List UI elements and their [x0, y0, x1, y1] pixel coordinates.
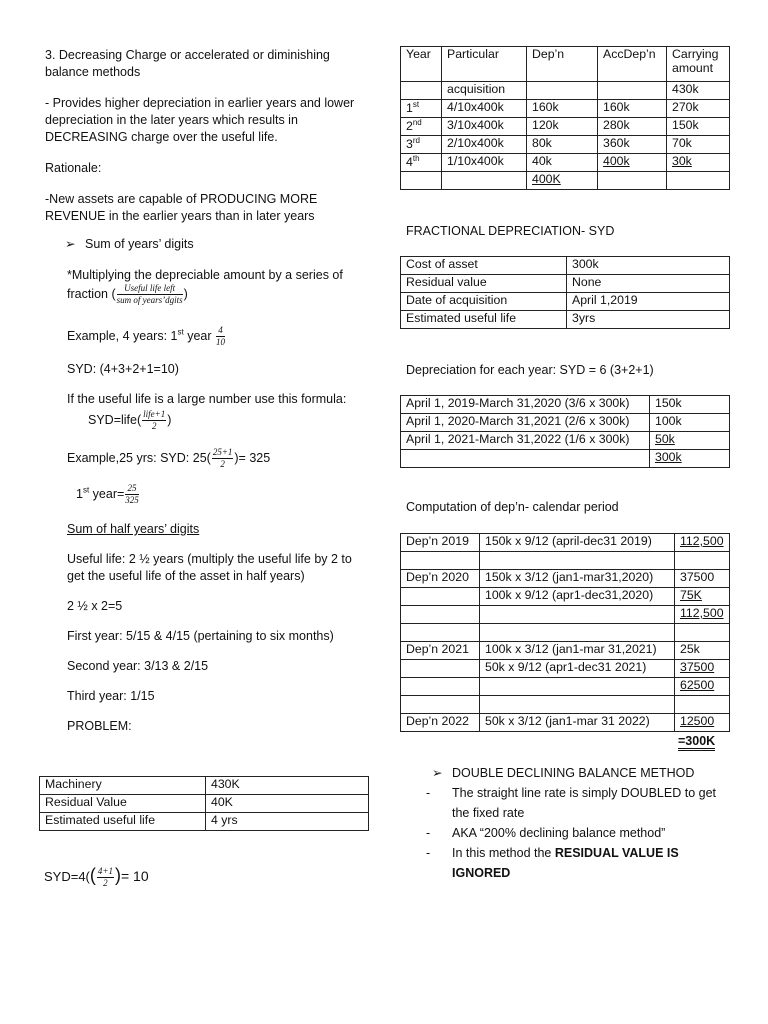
half-years-heading: Sum of half years’ digits: [67, 522, 200, 536]
fractional-info-table: [400, 256, 730, 329]
table-row: [401, 552, 730, 570]
third-year-half: Third year: 1/15: [67, 689, 155, 703]
useful-life-text: Useful life: 2 ½ years (multiply the useful life by 2 to get the useful life of the asset in half years): [67, 552, 352, 583]
large-life-text: If the useful life is a large number use this formula:: [67, 392, 347, 406]
table-row: 62500: [401, 678, 730, 696]
syd-sum: SYD: (4+3+2+1=10): [67, 362, 179, 376]
half-years-block: [67, 521, 367, 735]
calendar-grand-total: =300K: [678, 734, 715, 748]
calendar-title: Computation of dep’n- calendar period: [406, 500, 619, 514]
arrow-bullet-icon: ➢: [65, 237, 76, 251]
table-row: [401, 696, 730, 714]
ddb-heading: ➢ DOUBLE DECLINING BALANCE METHOD: [432, 766, 695, 780]
syd-bullet: ➢ Sum of years’ digits: [65, 237, 194, 251]
syd-final-formula: SYD=4(( $\frac{4+1}{2}$ )= 10: [44, 865, 149, 889]
fractional-title: FRACTIONAL DEPRECIATION- SYD: [406, 224, 615, 238]
rationale-text: -New assets are capable of PRODUCING MORE REVENUE in the earlier years than in later years: [45, 192, 318, 223]
table-row: Dep’n 2019 150k x 9/12 (april-dec31 2019) 112,500: [401, 534, 730, 552]
table-row: Dep’n 2022 50k x 3/12 (jan1-mar 31 2022) 12500: [401, 714, 730, 732]
table-header-row: Year Particular Dep’n AccDep’n Carrying amount: [401, 47, 730, 82]
table-row: 1st 4/10x400k 160k 160k 270k: [401, 100, 730, 118]
list-item: - In this method the RESIDUAL VALUE IS IGNORED: [424, 843, 724, 883]
table-row: acquisition 430k: [401, 82, 730, 100]
first-year-fraction: $\frac{25}{325}$: [125, 483, 139, 505]
first-year-half: First year: 5/15 & 4/15 (pertaining to six months): [67, 629, 334, 643]
second-year-half: Second year: 3/13 & 2/15: [67, 659, 209, 673]
table-row: [401, 624, 730, 642]
fraction-line: fraction ( $\frac{\text{Useful life left}}{\text{sum of years’dgits}}$ ): [67, 283, 188, 305]
table-row: Date of acquisition April 1,2019: [401, 293, 730, 311]
first-year-formula: 1st year= $\frac{25}{325}$: [76, 483, 139, 505]
provides-text: - Provides higher depreciation in earlier years and lower depreciation in the later years which results in DECREASING charge over the useful life.: [45, 96, 355, 144]
table-row: April 1, 2021-March 31,2022 (1/6 x 300k) 50k: [401, 432, 730, 450]
multiplying-text: *Multiplying the depreciable amount by a series of: [67, 268, 343, 282]
table-row: Cost of asset 300k: [401, 257, 730, 275]
table-row: April 1, 2020-March 31,2021 (2/6 x 300k) 100k: [401, 414, 730, 432]
table-row: Estimated useful life 3yrs: [401, 311, 730, 329]
example-25-years: Example,25 yrs: SYD: 25( $\frac{25+1}{2}$ )= 325: [67, 447, 271, 469]
problem-label: PROBLEM:: [67, 719, 132, 733]
ddb-bullets: [424, 783, 724, 883]
section-heading: 3. Decreasing Charge or accelerated or diminishing balance methods: [45, 48, 330, 79]
table-row: 50k x 9/12 (apr1-dec31 2021) 37500: [401, 660, 730, 678]
life-fraction: $\frac{\text{life+1}}{2}$: [143, 409, 166, 431]
table-row: 2nd 3/10x400k 120k 280k 150k: [401, 118, 730, 136]
table-row: Residual Value 40K: [40, 795, 369, 813]
table-row: Dep’n 2021 100k x 3/12 (jan1-mar 31,2021) 25k: [401, 642, 730, 660]
left-column: [45, 47, 365, 225]
table-total-row: 300k: [401, 450, 730, 468]
half-calc: 2 ½ x 2=5: [67, 599, 123, 613]
table-row: 100k x 9/12 (apr1-dec31,2020) 75K: [401, 588, 730, 606]
table-row: Estimated useful life 4 yrs: [40, 813, 369, 831]
table-row: Dep’n 2020 150k x 3/12 (jan1-mar31,2020) 37500: [401, 570, 730, 588]
table-total-row: 400K: [401, 172, 730, 190]
depreciation-each-year: Depreciation for each year: SYD = 6 (3+2+1): [406, 363, 654, 377]
calendar-table: [400, 533, 730, 732]
problem-table: [39, 776, 369, 831]
multiplying-block: [67, 266, 367, 305]
useful-life-fraction: $\frac{\text{Useful life left}}{\text{sum of years’dgits}}$: [116, 283, 183, 305]
table-row: 112,500: [401, 606, 730, 624]
table-row: 4th 1/10x400k 40k 400k 30k: [401, 154, 730, 172]
table-row: Machinery 430K: [40, 777, 369, 795]
table-row: Residual value None: [401, 275, 730, 293]
rationale-label: Rationale:: [45, 161, 102, 175]
depreciation-table: [400, 46, 730, 190]
table-row: April 1, 2019-March 31,2020 (3/6 x 300k) 150k: [401, 396, 730, 414]
syd-life-formula: SYD=life( $\frac{\text{life+1}}{2}$ ): [88, 409, 172, 431]
example-fraction: $\frac{4}{10}$: [216, 325, 225, 347]
list-item: - AKA “200% declining balance method”: [424, 823, 724, 843]
example-4-years: Example, 4 years: 1st year $\frac{4}{10}$: [67, 325, 225, 347]
arrow-bullet-icon: ➢: [432, 766, 443, 780]
list-item: - The straight line rate is simply DOUBLED to get the fixed rate: [424, 783, 724, 823]
table-row: 3rd 2/10x400k 80k 360k 70k: [401, 136, 730, 154]
final-fraction: $\frac{4+1}{2}$: [97, 866, 113, 889]
example25-fraction: $\frac{25+1}{2}$: [212, 447, 233, 469]
period-table: [400, 395, 730, 468]
